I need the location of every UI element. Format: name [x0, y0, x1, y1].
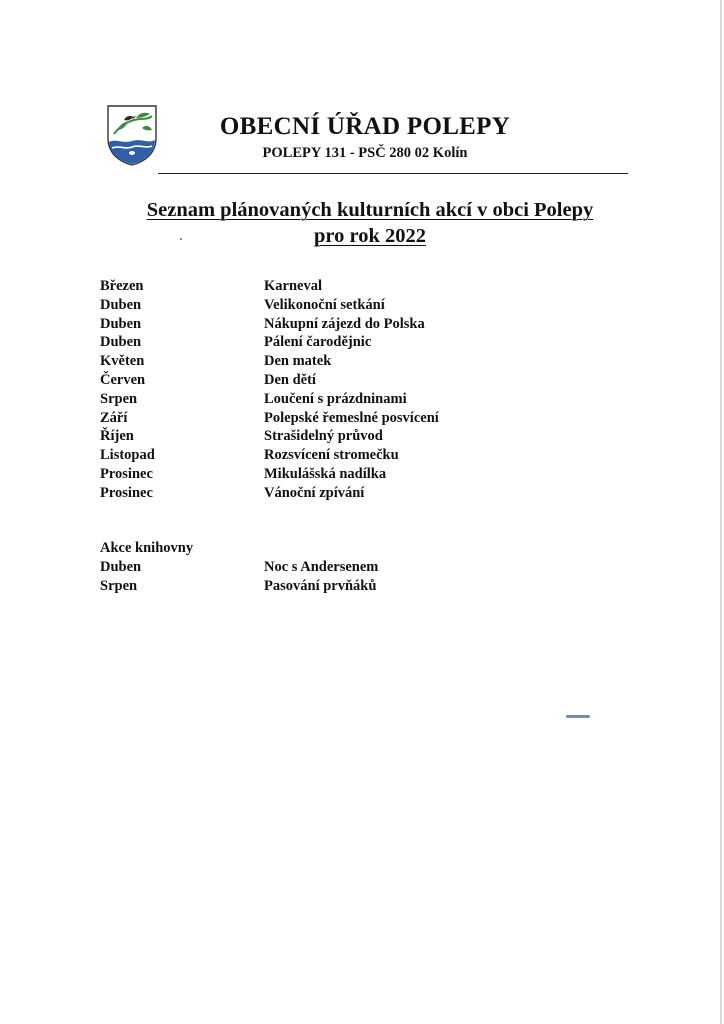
event-name: Den dětí — [264, 371, 316, 388]
event-month: Prosinec — [100, 465, 153, 482]
library-event-row — [100, 558, 580, 577]
scan-mark — [566, 715, 590, 718]
event-month: Srpen — [100, 577, 138, 594]
header-divider — [158, 173, 628, 174]
event-month: Duben — [100, 558, 142, 575]
event-list — [100, 277, 580, 503]
coat-of-arms-icon — [106, 104, 158, 166]
event-name: Mikulášská nadílka — [264, 465, 387, 482]
event-row — [100, 296, 580, 315]
event-name: Loučení s prázdninami — [264, 390, 407, 407]
event-row — [100, 484, 580, 503]
event-name: Noc s Andersenem — [264, 558, 379, 575]
event-row — [100, 446, 580, 465]
library-event-row — [100, 577, 580, 596]
event-name: Velikonoční setkání — [264, 296, 385, 313]
event-name: Pálení čarodějnic — [264, 334, 372, 351]
scan-dot — [180, 238, 182, 240]
event-name: Strašidelný průvod — [264, 428, 383, 445]
event-month: Březen — [100, 278, 144, 294]
event-month: Červen — [100, 371, 146, 388]
event-month: Říjen — [100, 428, 134, 445]
office-address: POLEPY 131 - PSČ 280 02 Kolín — [262, 145, 468, 161]
document-title — [100, 197, 640, 249]
event-row — [100, 277, 580, 296]
event-row — [100, 352, 580, 371]
event-row — [100, 371, 580, 390]
event-month: Duben — [100, 334, 142, 351]
library-event-list — [100, 539, 580, 595]
office-name: OBECNÍ ÚŘAD POLEPY — [219, 113, 511, 140]
event-name: Karneval — [264, 278, 322, 294]
document-title-line-1: Seznam plánovaných kulturních akcí v obci Polepy — [146, 199, 594, 221]
event-row — [100, 409, 580, 428]
scan-edge — [720, 0, 722, 1024]
event-month: Duben — [100, 296, 142, 313]
event-row — [100, 315, 580, 334]
event-month: Listopad — [100, 447, 155, 464]
event-name: Nákupní zájezd do Polska — [264, 315, 425, 332]
event-month: Prosinec — [100, 484, 153, 501]
event-row — [100, 427, 580, 446]
event-month: Září — [100, 409, 128, 426]
event-name: Polepské řemeslné posvícení — [264, 409, 439, 426]
event-name: Pasování prvňáků — [264, 577, 377, 594]
event-row — [100, 390, 580, 409]
event-name: Den matek — [264, 353, 332, 370]
document-title-line-2: pro rok 2022 — [313, 225, 426, 247]
event-name: Rozsvícení stromečku — [264, 447, 399, 464]
event-month: Srpen — [100, 390, 138, 407]
event-row — [100, 465, 580, 484]
library-heading: Akce knihovny — [100, 540, 194, 556]
event-name: Vánoční zpívání — [264, 484, 365, 501]
event-month: Květen — [100, 353, 145, 370]
event-month: Duben — [100, 315, 142, 332]
event-row — [100, 333, 580, 352]
